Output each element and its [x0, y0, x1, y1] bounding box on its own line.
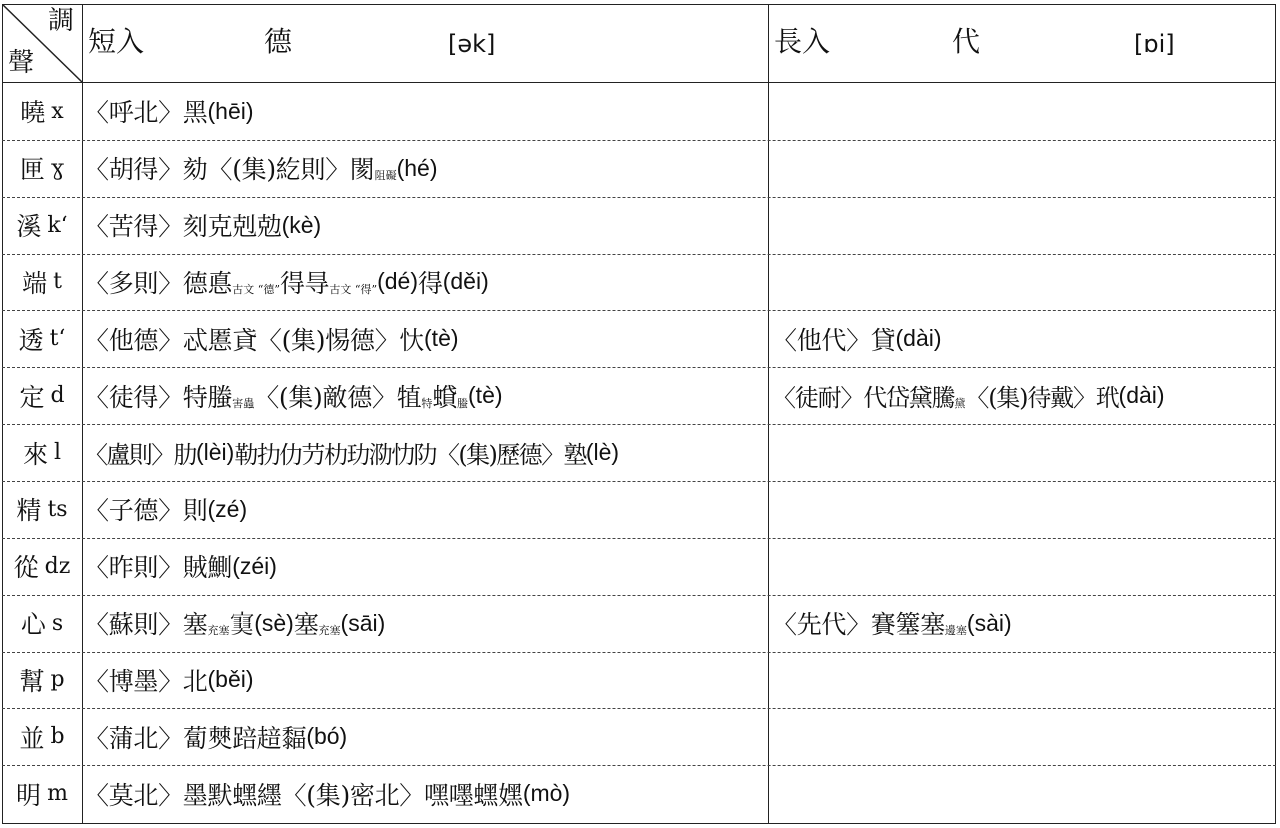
- initial-char: 端: [22, 268, 48, 298]
- column-divider-2: [768, 4, 769, 824]
- character-group: 得: [418, 268, 443, 298]
- long-entering-cell: [772, 481, 1274, 538]
- corner-initial-label: 聲: [8, 48, 35, 78]
- initial-label: [2, 197, 82, 254]
- annotation-note: 充塞: [318, 624, 341, 638]
- initial-char: 心: [20, 610, 46, 640]
- pinyin-reading: (kè): [281, 211, 322, 238]
- long-entering-label: 長入: [774, 25, 831, 58]
- column-divider-1: [82, 4, 83, 824]
- character-group: 〈先代〉賽簺塞: [772, 610, 945, 640]
- short-entering-char: 德: [264, 25, 293, 58]
- initial-ipa: ɣ: [50, 155, 65, 181]
- pinyin-reading: (hé): [396, 154, 438, 181]
- initial-ipa: d: [50, 383, 65, 409]
- pinyin-reading: (dé): [377, 268, 419, 295]
- initial-label: [2, 310, 82, 367]
- pinyin-reading: (zéi): [232, 552, 277, 579]
- pinyin-reading: (běi): [207, 666, 254, 693]
- initial-ipa: t‘: [49, 326, 66, 352]
- short-entering-ipa: [ək]: [448, 30, 496, 58]
- short-entering-cell: [84, 538, 768, 595]
- initial-label: [2, 652, 82, 709]
- annotation-note: 阻礙: [374, 169, 397, 183]
- character-group: 〈他德〉忒慝貣〈(集)惕德〉忕: [84, 325, 425, 355]
- initial-label: [2, 481, 82, 538]
- character-group: 勒扐仂芀朸玏泐忇阞〈(集)歷德〉塾: [234, 441, 586, 470]
- corner-tone-label: 調: [48, 6, 75, 36]
- pinyin-reading: (sè): [254, 609, 294, 636]
- initial-ipa: dz: [44, 553, 71, 579]
- initial-label: [2, 765, 82, 822]
- long-entering-cell: [772, 708, 1274, 765]
- pinyin-reading: (lè): [585, 439, 620, 466]
- long-entering-cell: [772, 367, 1274, 424]
- character-group: 〈(集)敵德〉犆: [254, 382, 422, 412]
- character-group: 〈徒耐〉代岱黛騰: [772, 384, 955, 413]
- initial-char: 定: [19, 382, 45, 412]
- initial-char: 從: [13, 553, 39, 583]
- initial-ipa: m: [47, 781, 68, 807]
- character-group: 〈昨則〉賊鰂: [84, 553, 233, 583]
- short-entering-cell: [84, 424, 768, 481]
- pinyin-reading: (dài): [895, 325, 942, 352]
- long-entering-cell: [772, 83, 1274, 140]
- character-group: 〈莫北〉墨默蟔纆〈(集)密北〉嘿嚜蟔嫼: [84, 780, 523, 810]
- initial-ipa: ts: [47, 496, 68, 522]
- long-entering-char: 代: [952, 25, 981, 58]
- annotation-note: 黛: [954, 396, 966, 410]
- initial-char: 幫: [19, 666, 45, 696]
- character-group: 塞: [293, 610, 319, 640]
- short-entering-cell: [84, 310, 768, 367]
- initial-label: [2, 83, 82, 140]
- initial-label: [2, 708, 82, 765]
- initial-label: [2, 254, 82, 311]
- annotation-note: 邊塞: [944, 624, 967, 638]
- annotation-note: 充塞: [207, 624, 230, 638]
- short-entering-cell: [84, 83, 768, 140]
- character-group: 〈徒得〉特螣: [84, 382, 233, 412]
- annotation-note: 特: [421, 396, 433, 410]
- character-group: 〈博墨〉北: [84, 666, 208, 696]
- initial-char: 來: [22, 439, 48, 469]
- long-entering-ipa: [ɒi]: [1134, 30, 1175, 58]
- long-entering-cell: [772, 595, 1274, 652]
- long-entering-cell: [772, 254, 1274, 311]
- long-entering-cell: [772, 140, 1274, 197]
- annotation-note: 古文 “德”: [232, 282, 280, 296]
- short-entering-cell: [84, 708, 768, 765]
- character-group: 𡫩: [229, 609, 255, 639]
- initial-label: [2, 424, 82, 481]
- initial-label: [2, 538, 82, 595]
- short-entering-cell: [84, 481, 768, 538]
- character-group: 得㝵: [279, 268, 330, 298]
- initial-ipa: p: [50, 667, 65, 693]
- character-group: 〈他代〉貸: [772, 325, 896, 355]
- initial-label: [2, 140, 82, 197]
- short-entering-cell: [84, 652, 768, 709]
- initial-char: 透: [18, 325, 44, 355]
- short-entering-cell: [84, 367, 768, 424]
- long-entering-cell: [772, 765, 1274, 822]
- pinyin-reading: (mò): [522, 780, 571, 807]
- character-group: 蟘: [432, 382, 458, 412]
- initial-ipa: x: [51, 98, 64, 124]
- character-group: 〈苦得〉刻克剋勊: [84, 212, 282, 242]
- character-group: 〈呼北〉黑: [84, 98, 208, 128]
- initial-char: 精: [16, 496, 42, 526]
- short-entering-cell: [84, 140, 768, 197]
- initial-ipa: k‘: [47, 212, 68, 238]
- initial-ipa: l: [53, 440, 62, 466]
- pinyin-reading: (děi): [442, 268, 489, 295]
- annotation-note: 害蟲: [232, 396, 255, 410]
- initial-char: 匣: [19, 155, 45, 185]
- pinyin-reading: (hēi): [207, 97, 254, 124]
- initial-label: [2, 595, 82, 652]
- initial-ipa: s: [51, 610, 64, 636]
- initial-ipa: b: [50, 724, 65, 750]
- character-group: 〈盧則〉肋: [84, 441, 196, 470]
- long-entering-cell: [772, 310, 1274, 367]
- pinyin-reading: (bó): [306, 723, 348, 750]
- long-entering-cell: [772, 652, 1274, 709]
- pinyin-reading: (sài): [966, 609, 1012, 636]
- long-entering-cell: [772, 197, 1274, 254]
- short-entering-cell: [84, 197, 768, 254]
- pinyin-reading: (dài): [1118, 382, 1165, 409]
- initial-char: 溪: [16, 212, 42, 242]
- initial-char: 曉: [20, 98, 46, 128]
- long-entering-cell: [772, 538, 1274, 595]
- character-group: 〈(集)待戴〉玳: [965, 384, 1119, 413]
- pinyin-reading: (sāi): [340, 609, 386, 636]
- pinyin-reading: (zé): [207, 495, 248, 522]
- short-entering-cell: [84, 595, 768, 652]
- annotation-note: 螣: [457, 396, 469, 410]
- short-entering-label: 短入: [88, 25, 145, 58]
- initial-char: 並: [19, 723, 45, 753]
- pinyin-reading: (tè): [468, 382, 503, 409]
- short-entering-cell: [84, 254, 768, 311]
- initial-ipa: t: [53, 269, 62, 295]
- initial-char: 明: [16, 780, 42, 810]
- pinyin-reading: (lèi): [196, 439, 235, 466]
- short-entering-cell: [84, 765, 768, 822]
- initial-label: [2, 367, 82, 424]
- pinyin-reading: (tè): [424, 325, 459, 352]
- character-group: 〈多則〉德悳: [84, 268, 233, 298]
- character-group: 〈子德〉則: [84, 496, 208, 526]
- annotation-note: 古文 “得”: [329, 282, 378, 296]
- rhyme-table: [2, 4, 1276, 824]
- character-group: 〈蘇則〉塞: [84, 610, 208, 640]
- character-group: 〈蒲北〉蔔僰踣䞳䵗: [84, 723, 307, 753]
- long-entering-cell: [772, 424, 1274, 481]
- character-group: 〈胡得〉劾〈(集)紇則〉閡: [84, 155, 375, 185]
